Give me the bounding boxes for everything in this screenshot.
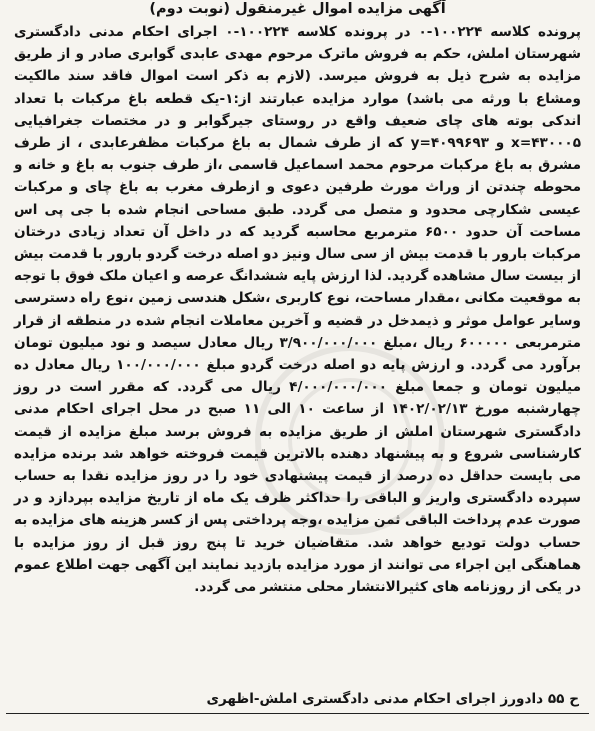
watermark-seal-icon bbox=[250, 340, 450, 540]
notice-signature: ح ۵۵ دادورز اجرای احکام مدنی دادگستری املش-اظهری bbox=[206, 691, 579, 707]
footer-divider bbox=[6, 713, 589, 714]
notice-title: آگهی مزایده اموال غیرمنقول (نوبت دوم) bbox=[149, 1, 446, 17]
notice-body: پرونده کلاسه ۱۰۰۲۲۴-۰ در پرونده کلاسه ۱۰۰۲۲۴-۰ اجرای احکام مدنی دادگستری شهرستان املش، حکم به فروش ماترک مرحوم مهدی عابدی گوابری صادر و از طریق مزایده به شرح ذیل به فروش میرسد. (لازم به ذکر است اموال فاقد سند مالکیت ومشاع با ورثه می باشد) موارد مزایده عبارتند از:۱-یک قطعه باغ مرکبات با تعداد اندکی بوته های چای ضعیف واقع در روستای جیرگوابر و در مختصات جغرافیایی ۴۳۰۰۰۵=x و ۴۰۹۹۶۹۳=y که از طرف شمال به باغ مرکبات مظفرعابدی ، از طرف مشرق به باغ مرکبات مرحوم محمد اسماعیل قاسمی ،از طرف جنوب به باغ و خانه و محوطه چندتن از وراث مورث طرفین دعوی و ازطرف مغرب به باغ چای و مرکبات عیسی شکارچی محدود و متصل می گردد. طبق مساحی انجام شده با جی پی اس مساحت آن حدود ۶۵۰۰ مترمربع محاسبه گردید که در داخل آن تعداد زیادی درختان مرکبات بارور با قدمت بیش از سی سال ونیز دو اصله درخت گردو بارور با قدمت بیش از بیست سال مشاهده گردید. لذا ارزش پایه ششدانگ عرصه و اعیان ملک فوق با توجه به موقعیت مکانی ،مقدار مساحت، نوع کاربری ،شکل هندسی زمین ،نوع راه دسترسی وسایر عوامل موثر و ذیمدخل در قضیه و آخرین معاملات انجام شده در منطقه از قرار مترمربعی ۶۰۰۰۰۰ ریال ،مبلغ ۳/۹۰۰/۰۰۰/۰۰۰ ریال معادل سیصد و نود میلیون تومان برآورد می گردد. و ارزش پایه دو اصله درخت گردو مبلغ ۱۰۰/۰۰۰/۰۰۰ ریال معادل ده میلیون تومان و جمعا مبلغ ۴/۰۰۰/۰۰۰/۰۰۰ ریال می گردد. که مقرر است در روز چهارشنبه مورخ ۱۴۰۲/۰۲/۱۳ از ساعت ۱۰ الی ۱۱ صبح در محل اجرای احکام مدنی دادگستری شهرستان املش از طریق مزایده به فروش برسد مبلغ مزایده از قیمت کارشناسی شروع و به پیشنهاد دهنده بالاترین قیمت فروخته خواهد شد برنده مزایده می بایست حداقل ده درصد از قیمت پیشنهادی خود را در روز مزایده نقدا به حساب سپرده دادگستری واریز و الباقی را حداکثر ظرف یک ماه از تاریخ مزایده بپردازد و در صورت عدم پرداخت الباقی ثمن مزایده ،وجه پرداختی پس از کسر هزینه های مزایده به حساب دولت تودیع خواهد شد. متقاضیان خرید تا پنج روز قبل از روز مزایده با هماهنگی این اجراء می توانند از مورد مزایده بازدید نمایند این آگهی جهت اطلاع عموم در یکی از روزنامه های کثیرالانتشار محلی منتشر می گردد. bbox=[14, 24, 582, 596]
